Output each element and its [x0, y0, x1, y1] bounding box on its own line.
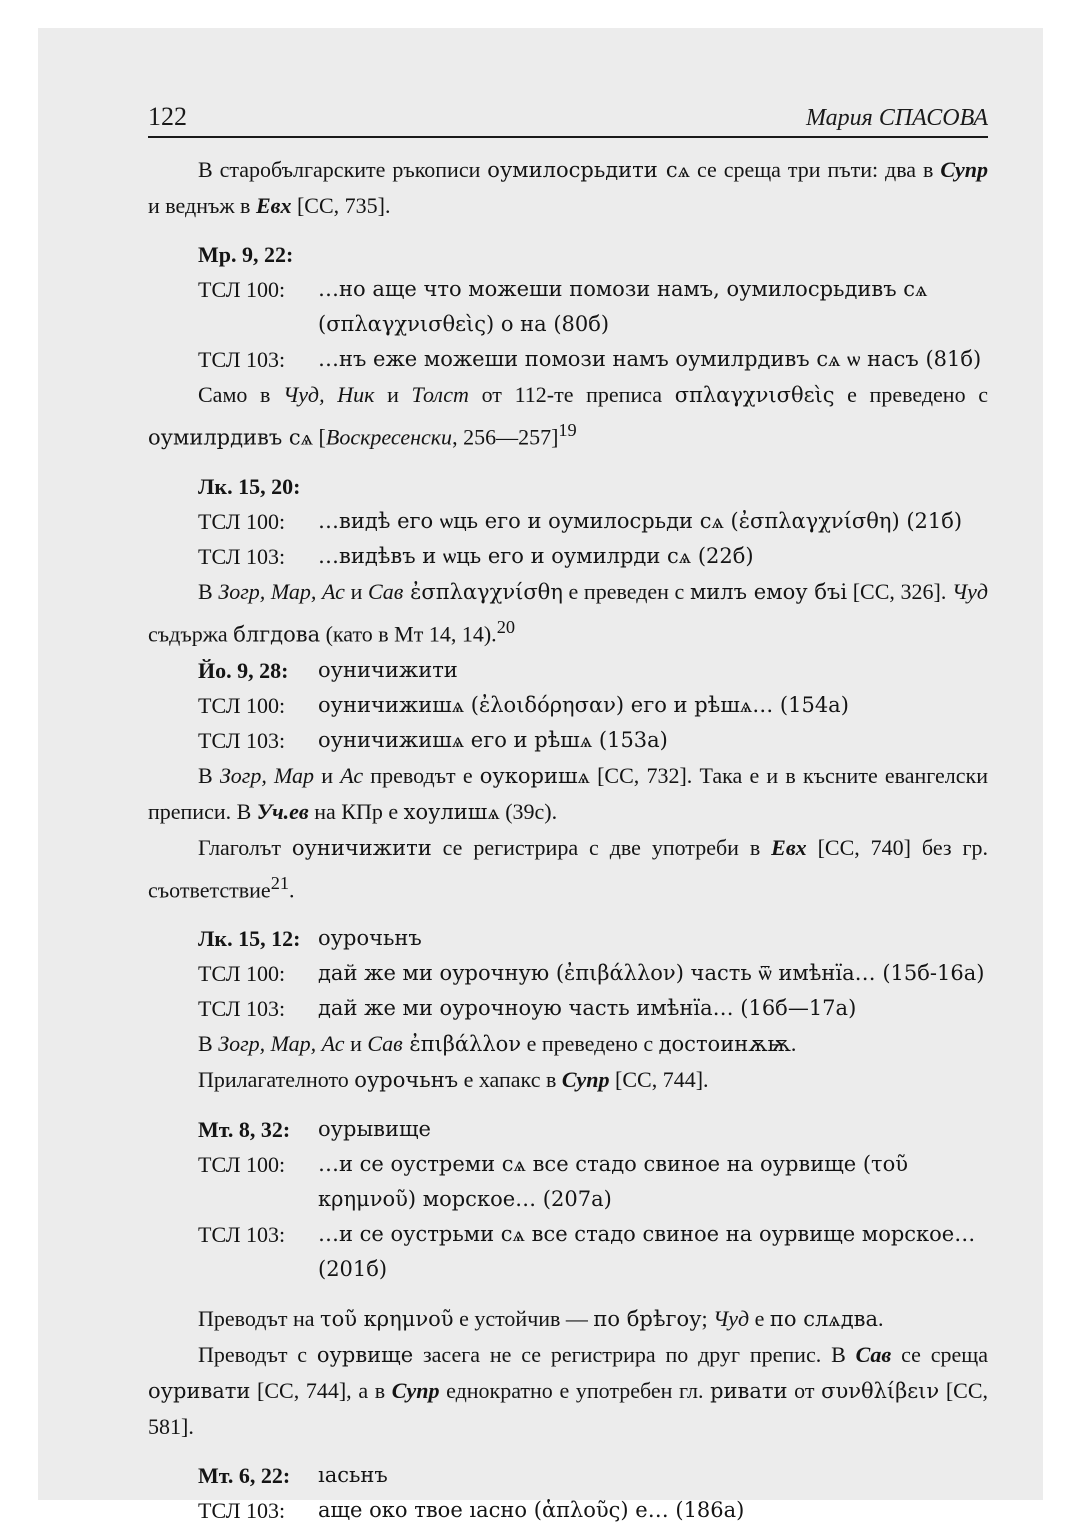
citation-text: …и се оустреми сѧ все стадо свиное на оурвище (τοῦ κρημνοῦ) морское… (207а)	[318, 1151, 909, 1211]
verse-reference: Лк. 15, 12:	[198, 925, 301, 951]
paragraph: Преводът на τοῦ κρημνοῦ е устойчив — по брѣгоу; Чуд е по слѧдва.	[198, 1305, 884, 1331]
verse-reference: Йо. 9, 28:	[198, 657, 289, 683]
page-body	[148, 152, 988, 1528]
citation-row	[198, 1458, 988, 1493]
citation-text: дай же ми оурочную (ἐπιβάλλον) часть ѿ имѣнїа… (15б-16а)	[318, 960, 985, 985]
citation-row	[198, 921, 988, 956]
paragraph: Преводът с оурвище засега не се регистрира по друг препис. В Сав се среща оуривати [СС, 744], а в Супр еднократно е употребен гл. ривати от συνθλίβειν [СС, 581].	[148, 1341, 989, 1439]
citation-row	[198, 991, 988, 1026]
manuscript-label: ТСЛ 100:	[198, 1151, 286, 1177]
citation-row	[198, 688, 988, 723]
paragraph: В Зогр, Мар, Ас и Сав ἐσπλαγχνίσθη е преведен с милъ емоу бъі [СС, 326]. Чуд съдържа блгдова (като в Мт 14, 14).$^{20}$	[148, 579, 988, 647]
headword: ıасьнъ	[318, 1462, 388, 1487]
running-header	[148, 98, 988, 138]
manuscript-label: ТСЛ 100:	[198, 692, 286, 718]
manuscript-label: ТСЛ 100:	[198, 509, 286, 535]
manuscript-label: ТСЛ 103:	[198, 995, 286, 1021]
manuscript-label: ТСЛ 100:	[198, 277, 286, 302]
manuscript-label: ТСЛ 100:	[198, 960, 286, 986]
paragraph: Прилагателното оурочьнъ е хапакс в Супр [СС, 744].	[198, 1066, 709, 1092]
paragraph: Само в Чуд, Ник и Толст от 112-те преписа σπλαγχνισθεὶς е преведено с оумилрдивъ сѧ [Воскресенски, 256—257]$^{19}$	[148, 382, 988, 450]
paragraph: В Зогр, Мар, Ас и Сав ἐπιβάλλον е преведено с достоинѫѭ.	[198, 1030, 797, 1056]
verse-reference: Мт. 8, 32:	[198, 1116, 291, 1142]
citation-block	[148, 1112, 988, 1287]
headword: оурочьнъ	[318, 925, 422, 950]
citation-text: …видѣвъ и ѡць его и оумилрди сѧ (22б)	[318, 544, 754, 569]
citation-row	[198, 504, 988, 539]
citation-text: оуничижишѧ (ἐλοιδόρησαν) его и рѣшѧ… (154а)	[318, 692, 849, 717]
citation-block	[148, 237, 988, 377]
citation-block	[148, 469, 988, 574]
citation-row	[198, 1147, 988, 1217]
headword: оуничижити	[318, 657, 458, 682]
running-head-author: Мария СПАСОВА	[806, 105, 988, 131]
citation-text: аще око твое ıасно (ἁπλοῦς) е… (186а)	[318, 1497, 745, 1522]
verse-reference: Мт. 6, 22:	[198, 1462, 291, 1488]
citation-text: дай же ми оурочноую часть имѣнїа… (16б—17а)	[318, 995, 857, 1020]
citation-block	[148, 921, 988, 1026]
header-rule	[148, 136, 988, 138]
manuscript-label: ТСЛ 103:	[198, 544, 286, 570]
citation-row	[198, 1217, 988, 1287]
citation-row	[198, 539, 988, 574]
paragraph: В старобългарските ръкописи оумилосрьдити сѧ се среща три пъти: два в Супр и веднъж в Евх [СС, 735].	[148, 157, 988, 218]
citation-row	[198, 956, 988, 991]
citation-row	[198, 1112, 988, 1147]
citation-block	[148, 653, 988, 758]
citation-row	[198, 1493, 988, 1528]
citation-text: …нъ еже можеши помози намъ оумилрдивъ сѧ ѡ насъ (81б)	[318, 347, 982, 371]
manuscript-label: ТСЛ 103:	[198, 727, 286, 753]
citation-row	[198, 272, 988, 342]
book-page	[38, 28, 1043, 1523]
manuscript-label: ТСЛ 103:	[198, 1221, 286, 1247]
citation-text: …видѣ его ѡць его и оумилосрьди сѧ (ἐσπλαγχνίσθη) (21б)	[318, 509, 963, 534]
verse-reference: Мр. 9, 22:	[198, 242, 294, 267]
citation-text: …и се оустрьми сѧ все стадо свиное на оурвище морское… (201б)	[318, 1221, 976, 1281]
citation-text: оуничижишѧ его и рѣшѧ (153а)	[318, 727, 668, 752]
citation-text: …но аще что можеши помози намъ, оумилосрьдивъ сѧ (σπλαγχνισθεὶς) о на (80б)	[318, 277, 928, 336]
headword: оурывище	[318, 1116, 431, 1141]
page-number: 122	[148, 102, 187, 131]
citation-row	[198, 653, 988, 688]
citation-block	[148, 1458, 988, 1528]
citation-row	[198, 342, 988, 377]
citation-row	[198, 723, 988, 758]
footnote-ref: 20	[496, 617, 516, 638]
footnote-ref: 19	[558, 420, 577, 440]
manuscript-label: ТСЛ 103:	[198, 1497, 286, 1523]
paragraph: Глаголът оуничижити се регистрира с две употреби в Евх [СС, 740] без гр. съответствие$^{21}$.	[148, 834, 988, 902]
paragraph: В Зогр, Мар и Ас преводът е оукоришѧ [СС, 732]. Така е и в късните евангелски преписи. В Уч.ев на КПр е хоулишѧ (39с).	[148, 762, 988, 824]
verse-reference: Лк. 15, 20:	[198, 474, 301, 500]
footnote-ref: 21	[270, 872, 290, 893]
manuscript-label: ТСЛ 103:	[198, 347, 286, 372]
